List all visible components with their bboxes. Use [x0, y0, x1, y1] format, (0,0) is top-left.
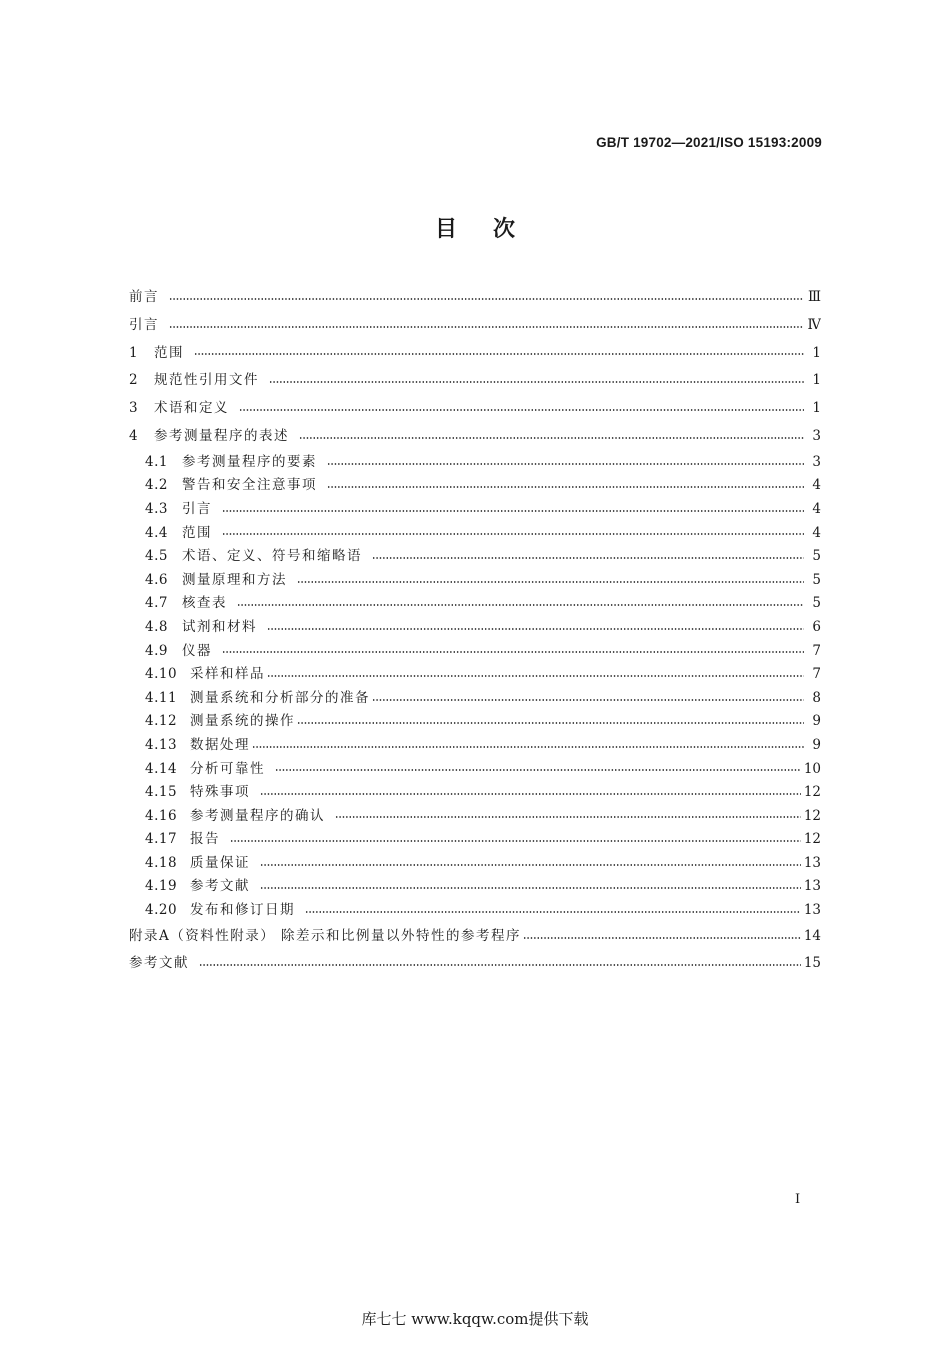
toc-entry-number: 4.8 [145, 618, 168, 635]
toc-entry-page: 7 [812, 642, 821, 659]
toc-entry-page: 3 [812, 453, 821, 470]
toc-entry-label: 核查表 [182, 595, 227, 612]
toc-leader-dots [297, 577, 804, 587]
toc-entry-page: 3 [812, 427, 821, 444]
toc-entry-label: 测量原理和方法 [182, 571, 287, 588]
toc-entry-page: 8 [812, 689, 821, 706]
toc-entry-page: 13 [803, 854, 821, 871]
toc-entry-label: 前言 [129, 289, 159, 305]
toc-entry-4-7[interactable] [129, 592, 821, 616]
toc-entry-number: 4.10 [145, 666, 178, 683]
table-of-contents [129, 284, 821, 978]
toc-entry-label: 术语、定义、符号和缩略语 [182, 548, 362, 565]
toc-entry-number: 4.16 [145, 807, 178, 824]
toc-entry-number: 4.20 [145, 902, 178, 919]
toc-leader-dots [252, 742, 804, 752]
toc-leader-dots [230, 836, 801, 846]
toc-leader-dots [237, 600, 804, 610]
toc-entry-label: 仪器 [182, 642, 212, 659]
page-title: 目次 [434, 217, 551, 242]
toc-entry-foreword[interactable] [129, 284, 821, 312]
standard-number: GB/T 19702—2021/ISO 15193:2009 [596, 135, 822, 150]
toc-entry-page: 10 [803, 760, 821, 777]
toc-leader-dots [260, 789, 801, 799]
toc-entry-number: 2 [129, 372, 139, 389]
toc-entry-label: 术语和定义 [154, 400, 229, 417]
toc-entry-appendix-a[interactable] [129, 923, 821, 951]
toc-leader-dots [335, 812, 801, 822]
toc-entry-number: 1 [129, 344, 139, 361]
toc-entry-label: 特殊事项 [190, 784, 250, 801]
toc-entry-4-6[interactable] [129, 569, 821, 593]
toc-entry-number: 4.1 [145, 453, 168, 470]
toc-leader-dots [260, 860, 801, 870]
toc-entry-page: 1 [812, 344, 821, 361]
toc-entry-4-4[interactable] [129, 522, 821, 546]
toc-entry-4-9[interactable] [129, 640, 821, 664]
toc-entry-1[interactable] [129, 340, 821, 368]
toc-entry-4-11[interactable] [129, 687, 821, 711]
toc-entry-page: 14 [803, 927, 821, 944]
toc-entry-number: 4.12 [145, 713, 178, 730]
toc-entry-2[interactable] [129, 367, 821, 395]
page-number: I [795, 1192, 801, 1207]
toc-entry-label: 范围 [182, 524, 212, 541]
toc-entry-page: 9 [812, 713, 821, 730]
toc-entry-4-15[interactable] [129, 781, 821, 805]
toc-entry-4-3[interactable] [129, 498, 821, 522]
toc-entry-number: 4.17 [145, 831, 178, 848]
toc-leader-dots [194, 349, 804, 359]
toc-leader-dots [372, 553, 804, 563]
toc-entry-4-8[interactable] [129, 616, 821, 640]
toc-entry-number: 4.15 [145, 784, 178, 801]
toc-entry-page: 5 [812, 548, 821, 565]
toc-entry-label: 参考文献 [190, 878, 250, 895]
toc-leader-dots [372, 695, 804, 705]
toc-entry-label: 范围 [154, 344, 184, 361]
toc-entry-number: 4.4 [145, 524, 168, 541]
toc-entry-number: 4.5 [145, 548, 168, 565]
toc-entry-page: Ⅳ [807, 316, 821, 333]
toc-entry-label: 试剂和材料 [182, 618, 257, 635]
toc-entry-label: 采样和样品 [190, 666, 265, 683]
toc-entry-label: 分析可靠性 [190, 760, 265, 777]
toc-leader-dots [199, 960, 801, 970]
toc-leader-dots [269, 377, 804, 387]
toc-entry-introduction[interactable] [129, 312, 821, 340]
toc-entry-number: 3 [129, 400, 139, 417]
toc-entry-page: 5 [812, 571, 821, 588]
toc-entry-4[interactable] [129, 423, 821, 451]
toc-entry-4-2[interactable] [129, 474, 821, 498]
toc-entry-number: 4 [129, 427, 139, 444]
toc-entry-4-10[interactable] [129, 663, 821, 687]
toc-entry-page: 5 [812, 595, 821, 612]
toc-entry-page: 1 [812, 400, 821, 417]
toc-leader-dots [267, 624, 804, 634]
toc-leader-dots [327, 482, 804, 492]
toc-entry-label: 测量系统的操作 [190, 713, 295, 730]
toc-entry-3[interactable] [129, 395, 821, 423]
toc-entry-4-16[interactable] [129, 805, 821, 829]
toc-entry-page: 13 [803, 902, 821, 919]
toc-entry-4-19[interactable] [129, 875, 821, 899]
toc-entry-label: 数据处理 [190, 736, 250, 753]
toc-entry-number: 4.14 [145, 760, 178, 777]
toc-entry-number: 4.18 [145, 854, 178, 871]
toc-leader-dots [239, 405, 804, 415]
toc-entry-page: 6 [812, 618, 821, 635]
toc-leader-dots [275, 765, 801, 775]
toc-entry-label: 参考文献 [129, 955, 189, 972]
toc-leader-dots [305, 907, 801, 917]
toc-entry-label: 附录A（资料性附录） 除差示和比例量以外特性的参考程序 [129, 927, 522, 944]
toc-leader-dots [222, 647, 804, 657]
toc-leader-dots [267, 671, 804, 681]
toc-entry-page: Ⅲ [807, 289, 821, 305]
download-footer: 库七七 www.kqqw.com提供下载 [361, 1310, 589, 1328]
toc-entry-page: 12 [803, 784, 821, 801]
toc-leader-dots [299, 433, 804, 443]
toc-entry-label: 报告 [190, 831, 220, 848]
toc-entry-page: 9 [812, 736, 821, 753]
toc-entry-label: 规范性引用文件 [154, 372, 259, 389]
toc-leader-dots [169, 322, 804, 332]
toc-entry-4-18[interactable] [129, 852, 821, 876]
toc-entry-page: 15 [803, 955, 821, 972]
toc-entry-4-14[interactable] [129, 758, 821, 782]
toc-entry-label: 发布和修订日期 [190, 902, 295, 919]
toc-entry-label: 参考测量程序的要素 [182, 453, 317, 470]
toc-leader-dots [523, 933, 801, 943]
toc-entry-label: 引言 [129, 316, 159, 333]
toc-entry-4-12[interactable] [129, 710, 821, 734]
toc-entry-number: 4.2 [145, 477, 168, 494]
toc-entry-page: 1 [812, 372, 821, 389]
toc-entry-number: 4.3 [145, 500, 168, 517]
toc-entry-page: 4 [812, 500, 821, 517]
toc-entry-page: 7 [812, 666, 821, 683]
toc-entry-label: 测量系统和分析部分的准备 [190, 689, 370, 706]
toc-entry-4-5[interactable] [129, 545, 821, 569]
toc-entry-label: 警告和安全注意事项 [182, 477, 317, 494]
toc-leader-dots [169, 294, 804, 304]
toc-entry-label: 参考测量程序的表述 [154, 427, 289, 444]
toc-entry-page: 4 [812, 477, 821, 494]
toc-entry-number: 4.9 [145, 642, 168, 659]
toc-entry-4-17[interactable] [129, 828, 821, 852]
toc-entry-number: 4.6 [145, 571, 168, 588]
toc-entry-4-1[interactable] [129, 451, 821, 475]
toc-entry-label: 参考测量程序的确认 [190, 807, 325, 824]
toc-entry-number: 4.7 [145, 595, 168, 612]
toc-leader-dots [222, 529, 804, 539]
toc-leader-dots [260, 883, 801, 893]
toc-leader-dots [222, 506, 804, 516]
toc-entry-number: 4.13 [145, 736, 178, 753]
toc-entry-number: 4.19 [145, 878, 178, 895]
toc-entry-page: 12 [803, 807, 821, 824]
toc-entry-number: 4.11 [145, 689, 178, 706]
toc-entry-4-13[interactable] [129, 734, 821, 758]
toc-leader-dots [327, 459, 804, 469]
toc-entry-page: 4 [812, 524, 821, 541]
toc-entry-bibliography[interactable] [129, 950, 821, 978]
toc-entry-page: 12 [803, 831, 821, 848]
toc-entry-4-20[interactable] [129, 899, 821, 923]
toc-entry-label: 引言 [182, 500, 212, 517]
toc-entry-page: 13 [803, 878, 821, 895]
toc-entry-label: 质量保证 [190, 854, 250, 871]
toc-leader-dots [297, 718, 804, 728]
